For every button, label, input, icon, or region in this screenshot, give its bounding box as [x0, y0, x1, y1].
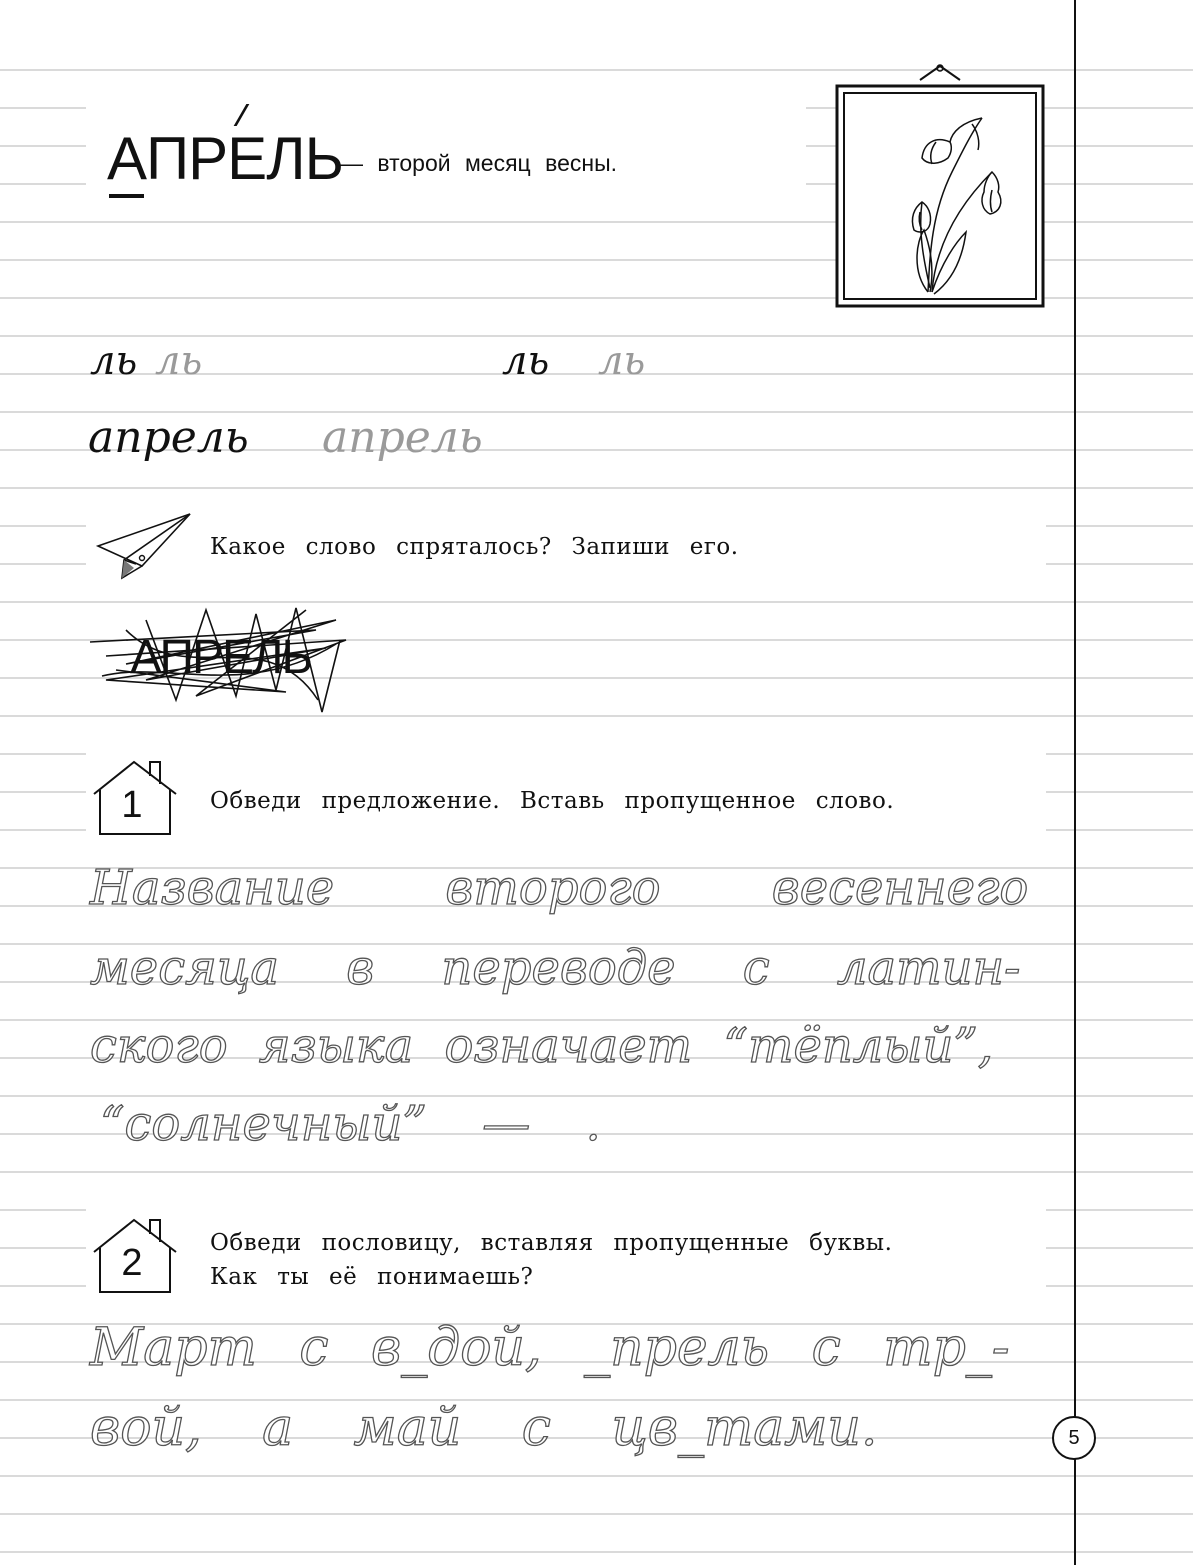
task-number: 2 — [121, 1242, 143, 1284]
task1-instruction: Обведи предложение. Вставь пропущенное слово. — [210, 788, 895, 814]
margin-line — [1074, 0, 1076, 1565]
trace-proverb-line: вой, а май с цв_тами. — [90, 1398, 878, 1458]
title-rest: ПРЕЛЬ — [146, 125, 343, 192]
word-sample-trace: апрель — [322, 412, 483, 463]
letter-sample-dark: ль — [90, 338, 138, 384]
page-number: 5 — [1052, 1416, 1096, 1460]
trace-proverb-line: Март с в_дой, _прель с тр_- — [90, 1318, 1010, 1378]
title-description: — второй месяц весны. — [340, 150, 617, 176]
task-number: 1 — [121, 784, 143, 826]
scribbled-word — [86, 600, 356, 720]
letter-sample-trace: ль — [598, 338, 646, 384]
trace-sentence-line: Название второго весеннего — [90, 860, 1029, 916]
letter-sample-dark: ль — [502, 338, 550, 384]
task2-instruction-line1: Обведи пословицу, вставляя пропущенные буквы. — [210, 1230, 893, 1256]
trace-sentence-line: месяца в переводе с латин- — [90, 940, 1021, 996]
letter-sample-trace: ль — [155, 338, 203, 384]
task2-instruction-line2: Как ты её понимаешь? — [210, 1264, 534, 1290]
snowdrop-picture — [832, 62, 1047, 310]
trace-sentence-line: ского языка означает “тёплый”, — [90, 1018, 994, 1074]
word-sample-dark: апрель — [88, 412, 249, 463]
trace-sentence-line: “солнечный” — . — [100, 1096, 601, 1152]
scribbled-word-text: АПРЕЛЬ — [130, 631, 312, 684]
task-number-house — [92, 1214, 182, 1304]
page-title — [107, 125, 343, 192]
task-number-house — [92, 756, 182, 846]
title-first-letter: А — [107, 125, 147, 192]
paper-plane-icon — [96, 510, 192, 580]
hidden-word-instruction: Какое слово спряталось? Запиши его. — [210, 534, 739, 560]
